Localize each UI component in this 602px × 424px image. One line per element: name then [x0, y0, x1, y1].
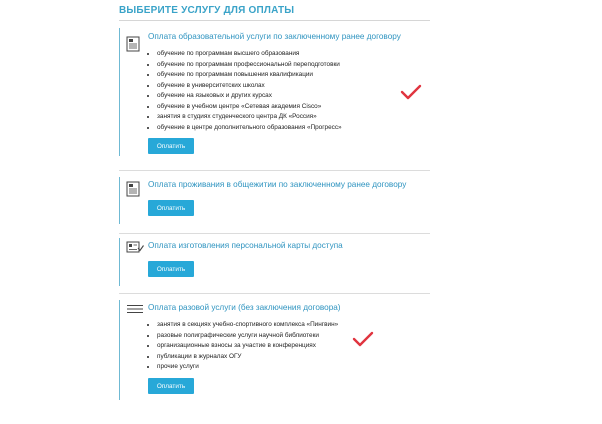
service-title-education[interactable]: Оплата образовательной услуги по заключенному ранее договору: [148, 32, 401, 41]
checkmark-icon: [352, 331, 374, 347]
card-accent-bar: [119, 28, 120, 156]
document-icon: [126, 181, 140, 197]
title-divider: [119, 20, 430, 21]
page-title: ВЫБЕРИТЕ УСЛУГУ ДЛЯ ОПЛАТЫ: [119, 5, 295, 16]
list-item: • обучение по программам высшего образования: [157, 49, 342, 60]
card-accent-bar: [119, 177, 120, 224]
service-card-dormitory: [119, 177, 430, 224]
service-title-dormitory[interactable]: Оплата проживания в общежитии по заключенному ранее договору: [148, 180, 407, 189]
service-card-one-time: [119, 300, 430, 400]
section-divider: [119, 233, 430, 234]
list-item: • обучение в учебном центре «Сетевая академия Cisco»: [157, 102, 342, 113]
service-title-one-time[interactable]: Оплата разовой услуги (без заключения договора): [148, 303, 341, 312]
list-item: • занятия в студиях студенческого центра ДК «Россия»: [157, 112, 342, 123]
list-item: • обучение в университетских школах: [157, 81, 342, 92]
list-item: • обучение в центре дополнительного образования «Прогресс»: [157, 123, 342, 134]
service-card-education: [119, 28, 430, 156]
pay-button-dormitory[interactable]: Оплатить: [148, 200, 194, 216]
card-accent-bar: [119, 238, 120, 286]
service-list-one-time: [148, 320, 338, 373]
id-card-icon: [126, 241, 144, 254]
card-accent-bar: [119, 300, 120, 400]
list-item: • занятия в секциях учебно-спортивного комплекса «Пингвин»: [157, 320, 338, 331]
document-icon: [126, 36, 140, 52]
list-item: • прочие услуги: [157, 362, 338, 373]
pay-button-education[interactable]: Оплатить: [148, 138, 194, 154]
pay-button-one-time[interactable]: Оплатить: [148, 378, 194, 394]
checkmark-icon: [400, 84, 422, 100]
service-list-education: [148, 49, 342, 133]
list-item: • публикации в журналах ОГУ: [157, 352, 338, 363]
list-item: • обучение по программам повышения квалификации: [157, 70, 342, 81]
section-divider: [119, 170, 430, 171]
service-card-access-card: [119, 238, 430, 286]
list-item: • обучение на языковых и других курсах: [157, 91, 342, 102]
pay-button-access-card[interactable]: Оплатить: [148, 261, 194, 277]
service-title-access-card[interactable]: Оплата изготовления персональной карты доступа: [148, 241, 343, 250]
list-item: • разовые полиграфические услуги научной библиотеки: [157, 331, 338, 342]
section-divider: [119, 293, 430, 294]
list-item: • организационные взносы за участие в конференциях: [157, 341, 338, 352]
list-item: • обучение по программам профессиональной переподготовки: [157, 60, 342, 71]
list-lines-icon: [126, 304, 144, 314]
